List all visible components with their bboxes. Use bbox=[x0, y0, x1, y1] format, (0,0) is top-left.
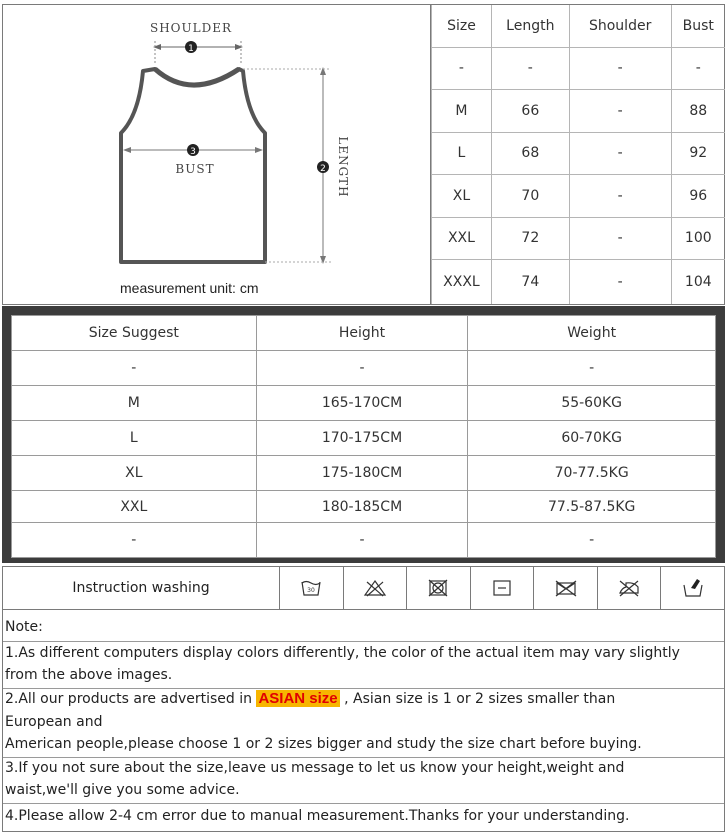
no-bleach-icon bbox=[344, 567, 408, 609]
cell-size: XXL bbox=[432, 217, 492, 259]
cell-height: 180-185CM bbox=[256, 491, 468, 523]
tank-top-illustration bbox=[3, 5, 431, 304]
divider bbox=[3, 803, 724, 804]
cell-bust: 100 bbox=[671, 217, 725, 259]
cell-length: 74 bbox=[491, 259, 569, 304]
asian-size-highlight: ASIAN size bbox=[258, 690, 338, 707]
cell-bust: 104 bbox=[671, 259, 725, 304]
washing-label: Instruction washing bbox=[3, 567, 280, 609]
cell-bust: - bbox=[671, 47, 725, 89]
table-row bbox=[432, 89, 726, 132]
cell-size: - bbox=[12, 523, 257, 558]
table-row bbox=[432, 217, 726, 259]
cell-height: 165-170CM bbox=[256, 386, 468, 421]
hand-wash-icon bbox=[661, 567, 724, 609]
header-length: Length bbox=[491, 5, 569, 47]
svg-text:3: 3 bbox=[190, 147, 196, 157]
cell-size: L bbox=[432, 132, 492, 174]
suggest-table-header bbox=[12, 316, 716, 351]
cell-length: 66 bbox=[491, 89, 569, 132]
cell-size: XXL bbox=[12, 491, 257, 523]
size-suggest-section bbox=[2, 306, 725, 563]
table-row bbox=[432, 174, 726, 217]
cell-height: 170-175CM bbox=[256, 421, 468, 456]
table-row bbox=[12, 456, 716, 491]
cell-shoulder: - bbox=[569, 259, 671, 304]
table-row bbox=[12, 421, 716, 456]
cell-size: M bbox=[12, 386, 257, 421]
size-suggest-table bbox=[11, 315, 716, 558]
length-label: LENGTH bbox=[336, 136, 350, 198]
cell-shoulder: - bbox=[569, 47, 671, 89]
measurement-unit-text: measurement unit: cm bbox=[120, 280, 259, 296]
note-1-line-1: 1.As different computers display colors differently, the color of the actual item may vary slightly bbox=[5, 645, 680, 661]
cell-weight: 77.5-87.5KG bbox=[468, 491, 716, 523]
no-iron-icon bbox=[598, 567, 662, 609]
bust-label: BUST bbox=[175, 162, 215, 176]
cell-bust: 88 bbox=[671, 89, 725, 132]
table-row bbox=[432, 259, 726, 304]
cell-weight: - bbox=[468, 351, 716, 386]
svg-text:30: 30 bbox=[307, 587, 316, 594]
table-row bbox=[12, 523, 716, 558]
size-table-header bbox=[432, 5, 726, 47]
note-2-line-1: 2.All our products are advertised in ASIAN size , Asian size is 1 or 2 sizes smaller than bbox=[5, 690, 616, 707]
table-row bbox=[432, 132, 726, 174]
no-dry-clean-icon bbox=[534, 567, 598, 609]
size-table bbox=[431, 5, 725, 304]
header-size-suggest: Size Suggest bbox=[12, 316, 257, 351]
cell-weight: - bbox=[468, 523, 716, 558]
header-weight: Weight bbox=[468, 316, 716, 351]
note-2-line-3: American people,please choose 1 or 2 sizes bigger and study the size chart before buying. bbox=[5, 736, 642, 752]
cell-bust: 96 bbox=[671, 174, 725, 217]
cell-weight: 60-70KG bbox=[468, 421, 716, 456]
cell-size: - bbox=[12, 351, 257, 386]
cell-length: 70 bbox=[491, 174, 569, 217]
cell-length: 68 bbox=[491, 132, 569, 174]
note-1-line-2: from the above images. bbox=[5, 667, 173, 683]
cell-size: XXXL bbox=[432, 259, 492, 304]
svg-text:2: 2 bbox=[320, 164, 326, 174]
cell-weight: 70-77.5KG bbox=[468, 456, 716, 491]
table-row bbox=[432, 47, 726, 89]
cell-size: XL bbox=[12, 456, 257, 491]
cell-shoulder: - bbox=[569, 174, 671, 217]
cell-weight: 55-60KG bbox=[468, 386, 716, 421]
cell-shoulder: - bbox=[569, 132, 671, 174]
notes-section bbox=[2, 610, 725, 832]
cell-size: M bbox=[432, 89, 492, 132]
header-height: Height bbox=[256, 316, 468, 351]
header-size: Size bbox=[432, 5, 492, 47]
table-row bbox=[12, 351, 716, 386]
header-bust: Bust bbox=[671, 5, 725, 47]
dry-flat-icon bbox=[471, 567, 535, 609]
header-shoulder: Shoulder bbox=[569, 5, 671, 47]
cell-shoulder: - bbox=[569, 89, 671, 132]
cell-shoulder: - bbox=[569, 217, 671, 259]
table-row bbox=[12, 386, 716, 421]
cell-length: 72 bbox=[491, 217, 569, 259]
cell-bust: 92 bbox=[671, 132, 725, 174]
tank-top-diagram bbox=[3, 5, 431, 304]
wash-30-icon bbox=[280, 567, 344, 609]
table-row bbox=[12, 491, 716, 523]
cell-height: - bbox=[256, 351, 468, 386]
cell-height: - bbox=[256, 523, 468, 558]
notes-title: Note: bbox=[5, 619, 43, 635]
note-4: 4.Please allow 2-4 cm error due to manual measurement.Thanks for your understanding. bbox=[5, 808, 630, 824]
measurement-section bbox=[2, 4, 725, 305]
note-2-line-2: European and bbox=[5, 714, 103, 730]
cell-length: - bbox=[491, 47, 569, 89]
size-suggest-panel bbox=[11, 315, 716, 557]
cell-size: L bbox=[12, 421, 257, 456]
cell-size: - bbox=[432, 47, 492, 89]
svg-text:1: 1 bbox=[188, 44, 194, 54]
no-tumble-dry-icon bbox=[407, 567, 471, 609]
shoulder-label: SHOULDER bbox=[149, 21, 233, 35]
washing-instructions bbox=[2, 566, 725, 610]
cell-size: XL bbox=[432, 174, 492, 217]
cell-height: 175-180CM bbox=[256, 456, 468, 491]
note-3-line-2: waist,we'll give you some advice. bbox=[5, 782, 240, 798]
note-3-line-1: 3.If you not sure about the size,leave us message to let us know your height,weight and bbox=[5, 760, 625, 776]
